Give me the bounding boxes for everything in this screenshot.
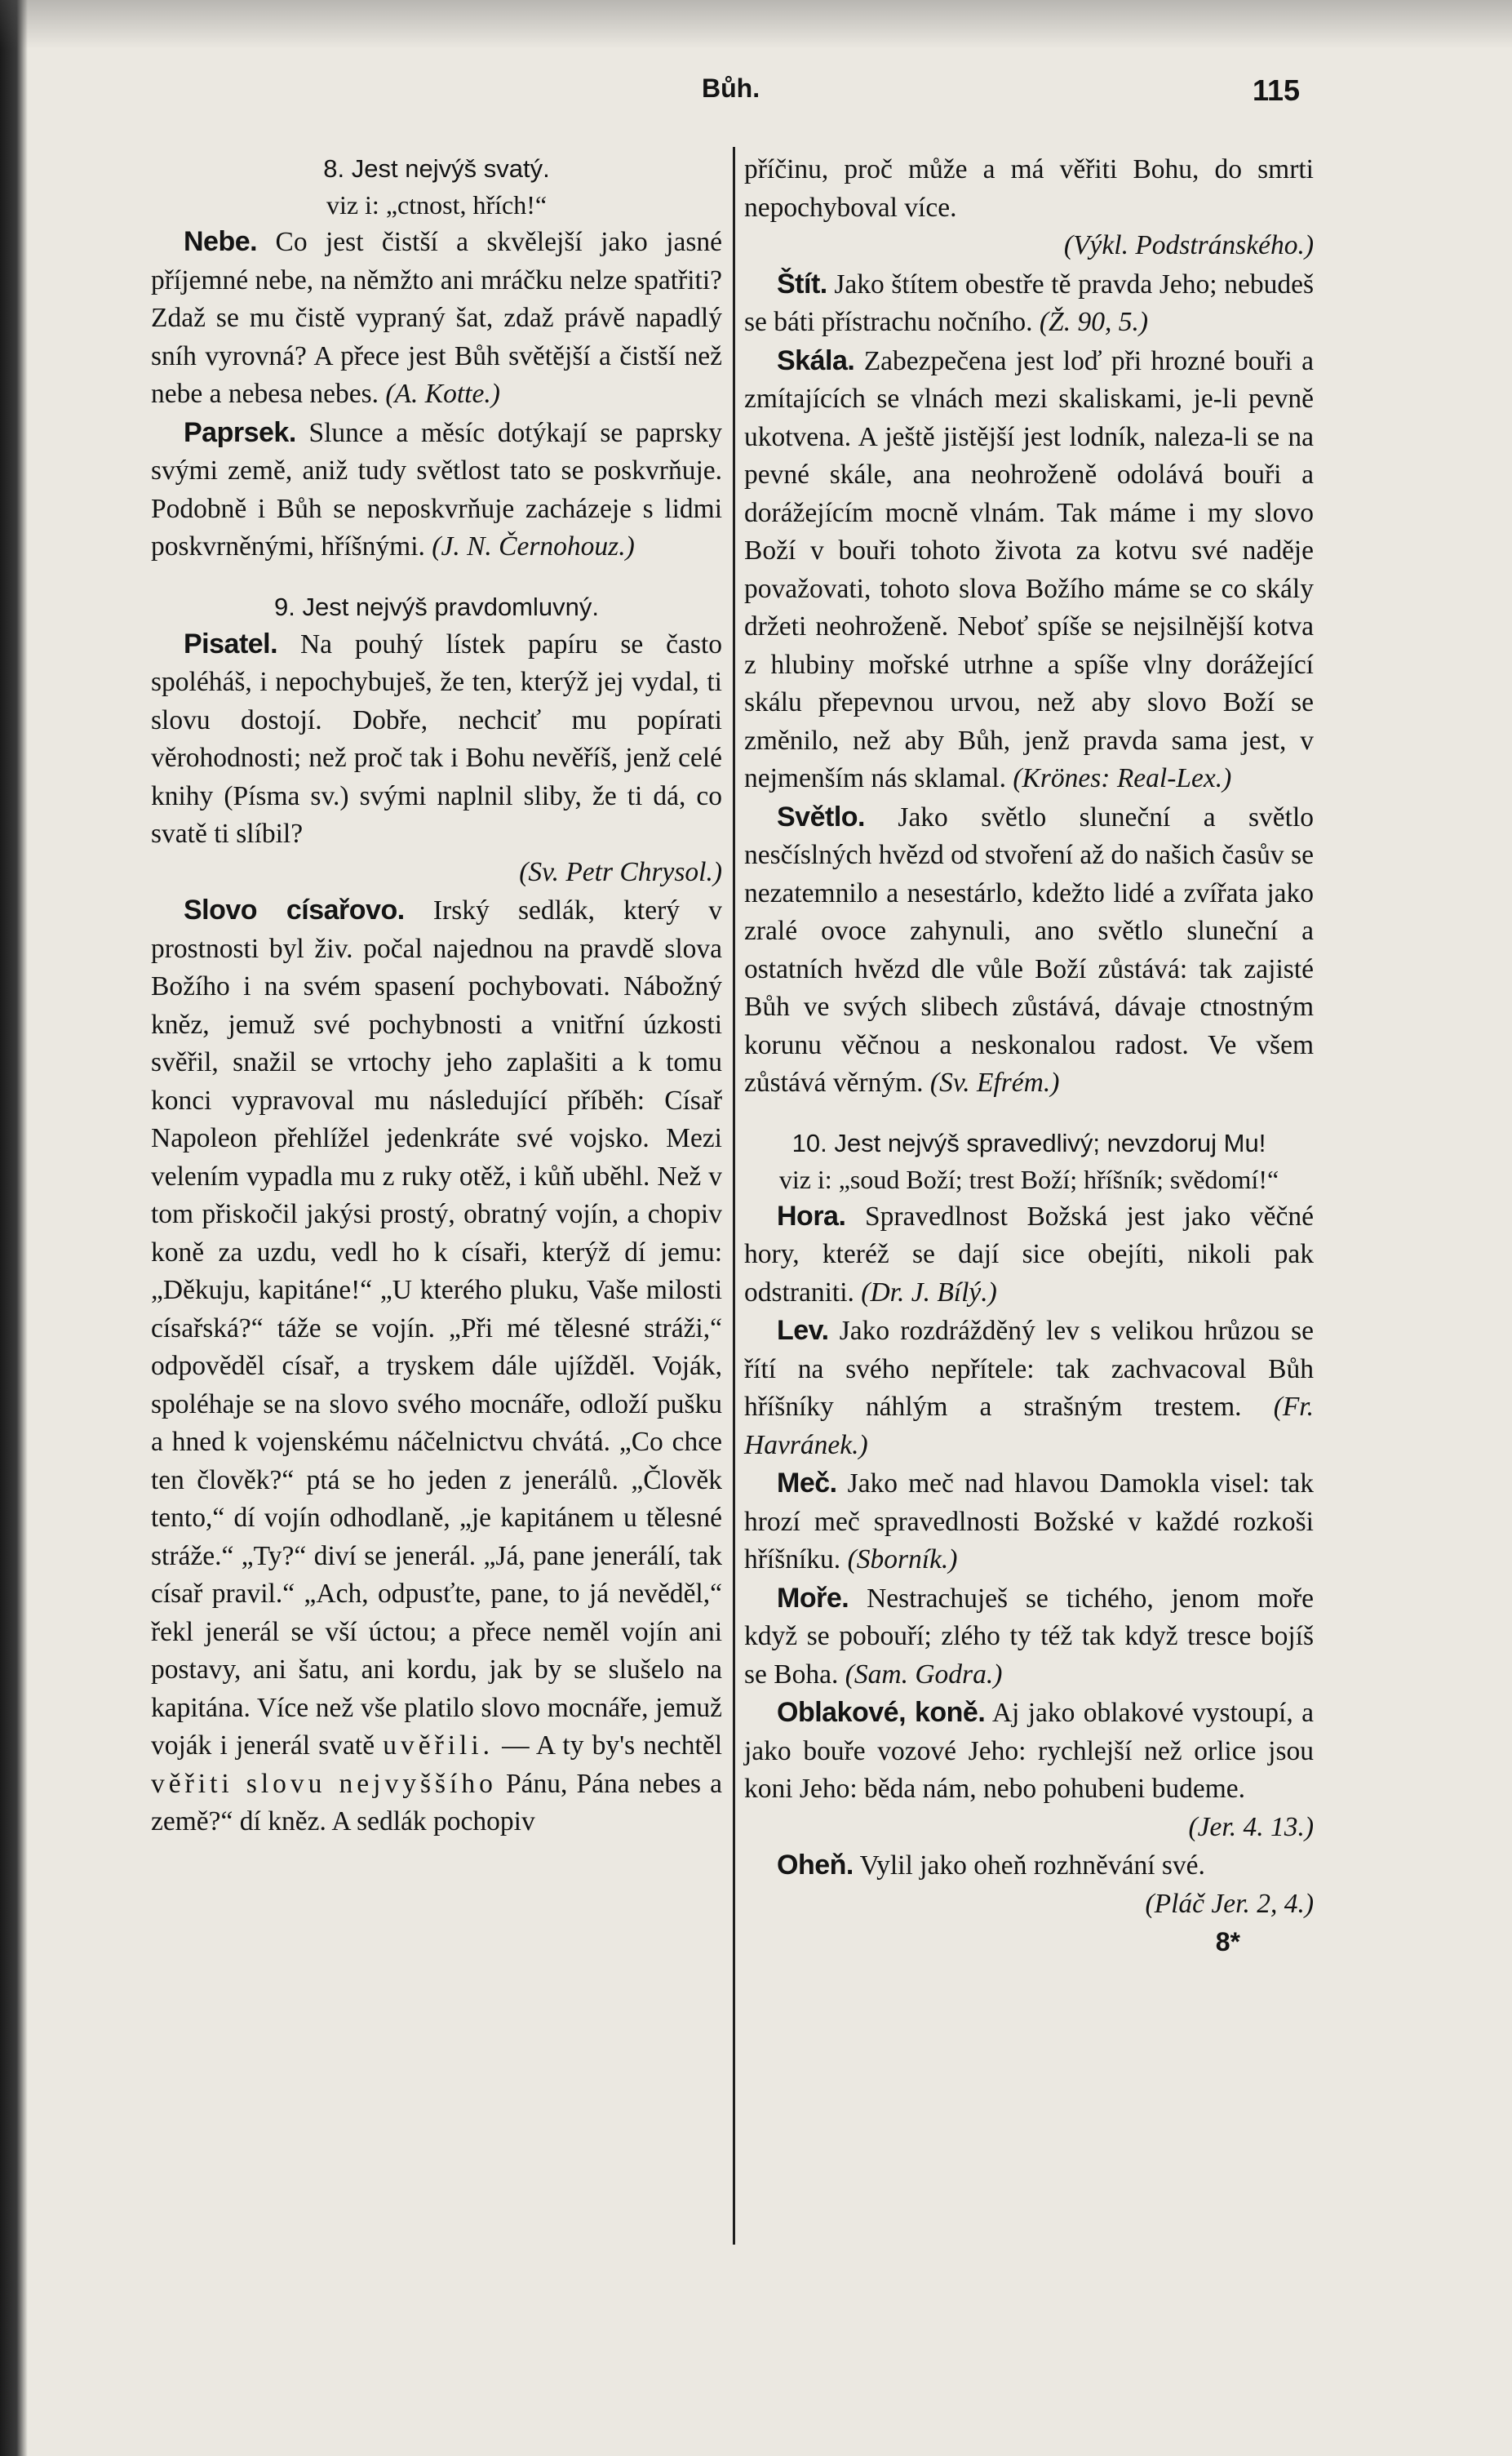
entry-citation: (Krönes: Real-Lex.) <box>1013 763 1232 793</box>
entry-keyword: Lev. <box>777 1315 829 1346</box>
entry-continuation <box>744 151 1314 227</box>
entry-citation: (Sv. Efrém.) <box>929 1068 1060 1098</box>
entry-keyword: Nebe. <box>184 226 258 257</box>
entry-text: Irský sedlák, který v prostnosti byl živ. počal najednou na pravdě slova Božího i na svém spasení pochybovati. Nábožný kněz, jemuž své pochybnosti a vnitřní úzkosti svěřil, snažil se vrtochy jeho zaplašiti a k tomu konci vypravoval mu následující příběh: Císař Napoleon přehlížel jedenkráte své vojsko. Mezi velením vypadla mu z ruky otěž, i kůň uběhl. Než v tom přiskočil jakýsi prostý, obratný vojín, a chopiv koně za uzdu, vedl ho k císaři, kterýž dí jemu: „Děkuju, kapitáne!“ „U kterého pluku, Vaše milosti císařská?“ táže se vojín. „Při mé tělesné stráži,“ odpověděl císař, a tryskem dále ujížděl. Voják, spoléhaje se na slovo svého mocnáře, odloží pušku a hned k vojenskému náčelnictvu chvátá. „Co chce ten člověk?“ ptá se ho jeden z jenerálů. „Člověk tento,“ dí vojín odhodlaně, „je kapitánem u tělesné stráže.“ „Ty?“ diví se jenerál. „Já, pane jenerálí, tak císař pravil.“ „Ach, odpusťte, pane, to já nevěděl,“ řekl jenerál se vší úctou; a přece neměl vojín ani postavy, ani šatu, ani kordu, jak by se slušelo na kapitána. Více než vše platilo slovo mocnáře, jemuž voják i jenerál svatě <box>151 895 722 1761</box>
see-also-8: viz i: „ctnost, hřích!“ <box>326 190 548 220</box>
entry-text: Jako štítem obestře tě pravda Jeho; nebudeš se báti přístrachu nočního. <box>744 269 1314 337</box>
entry-more <box>744 1579 1314 1694</box>
entry-oblakove-kone <box>744 1694 1314 1809</box>
entry-keyword: Pisatel. <box>184 628 278 660</box>
entry-text: Slunce a měsíc dotýkají se paprsky svými země, aniž tudy světlost tato se poskvrňuje. Podobně i Bůh se neposkvrňuje zacházeje s lidmi poskvrněnými, hříšnými. <box>151 417 722 562</box>
entry-text: Co jest čistší a skvělejší jako jasné příjemné nebe, na němžto ani mráčku nelze spatřiti? Zdaž se mu čistě vypraný šat, zdaž právě napadlý sníh vyrovná? A přece jest Bůh světější a čistší než nebe a nebesa nebes. <box>151 227 723 409</box>
entry-citation: (Sam. Godra.) <box>845 1659 1003 1690</box>
spaced-emphasis: věřiti slovu nejvyššího <box>151 1768 497 1799</box>
column-divider <box>733 147 735 2245</box>
right-column <box>744 151 1314 1961</box>
running-title: Bůh. <box>702 73 760 103</box>
entry-text: Vylil jako oheň rozhněvání své. <box>859 1850 1205 1881</box>
entry-text: Jako meč nad hlavou Damokla visel: tak hrozí meč spravedlnosti Božské v každé rozkoši hříšníku. <box>744 1468 1315 1574</box>
entry-keyword: Slovo císařovo. <box>184 895 405 926</box>
entry-citation: (Výkl. Podstránského.) <box>1063 230 1314 260</box>
entry-text: Zabezpečena jest loď při hrozné bouři a zmítajících se vlnách mezi skaliskami, je-li pevně ukotvena. A ještě jistější jest lodník, naleza-li se na pevné skále, ana neohroženě odolává bouři a dorážejícím mocně vlnám. Tak máme i my slovo Boží v bouři tohoto života za kotvu své naděje považovati, tohoto slova Božího máme se co skály držeti neohroženě. Neboť spíše se nejsilnější kotva z hlubiny mořské utrhne a spíše vlny dorážející skálu přepevnou urvou, než aby slovo Boží se změnilo, než aby Bůh, jenž pravda sama jest, v nejmenším nás sklamal. <box>744 345 1314 793</box>
entry-keyword: Hora. <box>777 1200 846 1232</box>
entry-citation: (Sborník.) <box>847 1544 958 1574</box>
entry-hora <box>744 1197 1314 1312</box>
entry-citation: (Sv. Petr Chrysol.) <box>519 856 722 887</box>
entry-mec <box>744 1464 1314 1579</box>
printer-signature-mark: 8* <box>1215 1927 1240 1956</box>
entry-citation: (A. Kotte.) <box>385 379 500 409</box>
see-also-10: viz i: „soud Boží; trest Boží; hříšník; svědomí!“ <box>778 1164 1279 1194</box>
section-heading-8: 8. Jest nejvýš svatý. <box>323 154 550 183</box>
entry-text: — A ty by's nechtěl <box>502 1730 722 1761</box>
entry-citation: (Pláč Jer. 2, 4.) <box>1145 1888 1314 1919</box>
entry-keyword: Paprsek. <box>184 416 296 448</box>
entry-keyword: Světlo. <box>777 801 865 833</box>
entry-keyword: Skála. <box>777 344 855 376</box>
entry-stit <box>744 265 1314 342</box>
entry-slovo-cisarovo <box>151 891 722 1841</box>
entry-ohen <box>744 1846 1314 1885</box>
section-heading-9: 9. Jest nejvýš pravdomluvný. <box>273 592 599 621</box>
entry-text: Na pouhý lístek papíru se často spoléháš, i nepochybuješ, že ten, kterýž jej vydal, ti slovu dostojí. Dobře, nechciť mu popírati věrohodnosti; než proč tak i Bohu nevěříš, jenž celé knihy (Písma sv.) svými naplnil sliby, že ti dá, co svatě ti slíbil? <box>151 628 722 849</box>
entry-text: Spravedlnost Božská jest jako věčné hory, kteréž se dají sice obejíti, nikoli pak odstraniti. <box>744 1201 1314 1308</box>
entry-skala <box>744 342 1314 798</box>
entry-text: Jako rozdrážděný lev s velikou hrůzou se řítí na svého nepřítele: tak zachvacoval Bůh hříšníky náhlým a strašným trestem. <box>744 1316 1314 1422</box>
entry-text: Jako světlo sluneční a světlo nesčíslných hvězd od stvoření až do našich časův se nezatemnilo a nesestárlo, kdežto lidé a zvířata jako zralé ovoce zahynuli, ano světlo sluneční a ostatních hvězd dle vůle Boží zůstává: tak zajisté Bůh ve svých slibech zůstává, dávaje ctnostným korunu věčnou a neskonalou radost. Ve všem zůstává věrným. <box>744 802 1314 1098</box>
entry-text: Aj jako oblakové vystoupí, a jako bouře vozové Jeho: rychlejší než orlice jsou koni Jeho: běda nám, nebo pohubeni budeme. <box>744 1698 1314 1804</box>
entry-citation: (Jer. 4. 13.) <box>1188 1811 1314 1842</box>
entry-text: Pánu, Pána nebes a země?“ dí kněz. A sedlák pochopiv <box>151 1768 722 1836</box>
entry-keyword: Oheň. <box>777 1850 854 1881</box>
entry-text: Nestrachuješ se tichého, jenom moře když se pobouří; zlého ty též tak když tresce bojíš se Boha. <box>744 1583 1314 1690</box>
entry-citation: (J. N. Černohouz.) <box>432 531 635 562</box>
entry-text: příčinu, proč může a má věřiti Bohu, do smrti nepochyboval více. <box>744 154 1314 223</box>
left-column <box>151 151 722 1841</box>
section-heading-10: 10. Jest nejvýš spravedlivý; nevzdoruj Mu! <box>791 1128 1266 1157</box>
entry-keyword: Meč. <box>777 1468 837 1499</box>
spaced-emphasis: uvěřili. <box>383 1730 494 1761</box>
page-number: 115 <box>1253 73 1301 107</box>
entry-citation: (Dr. J. Bílý.) <box>861 1277 997 1308</box>
entry-nebe <box>151 223 722 414</box>
entry-citation: (Fr. Havránek.) <box>744 1392 1315 1460</box>
entry-lev <box>744 1312 1314 1464</box>
entry-citation: (Ž. 90, 5.) <box>1039 307 1148 337</box>
entry-keyword: Moře. <box>777 1582 849 1614</box>
entry-pisatel <box>151 625 722 854</box>
entry-paprsek <box>151 414 722 566</box>
entry-svetlo <box>744 798 1314 1103</box>
entry-keyword: Štít. <box>777 268 827 300</box>
entry-keyword: Oblakové, koně. <box>777 1697 986 1728</box>
